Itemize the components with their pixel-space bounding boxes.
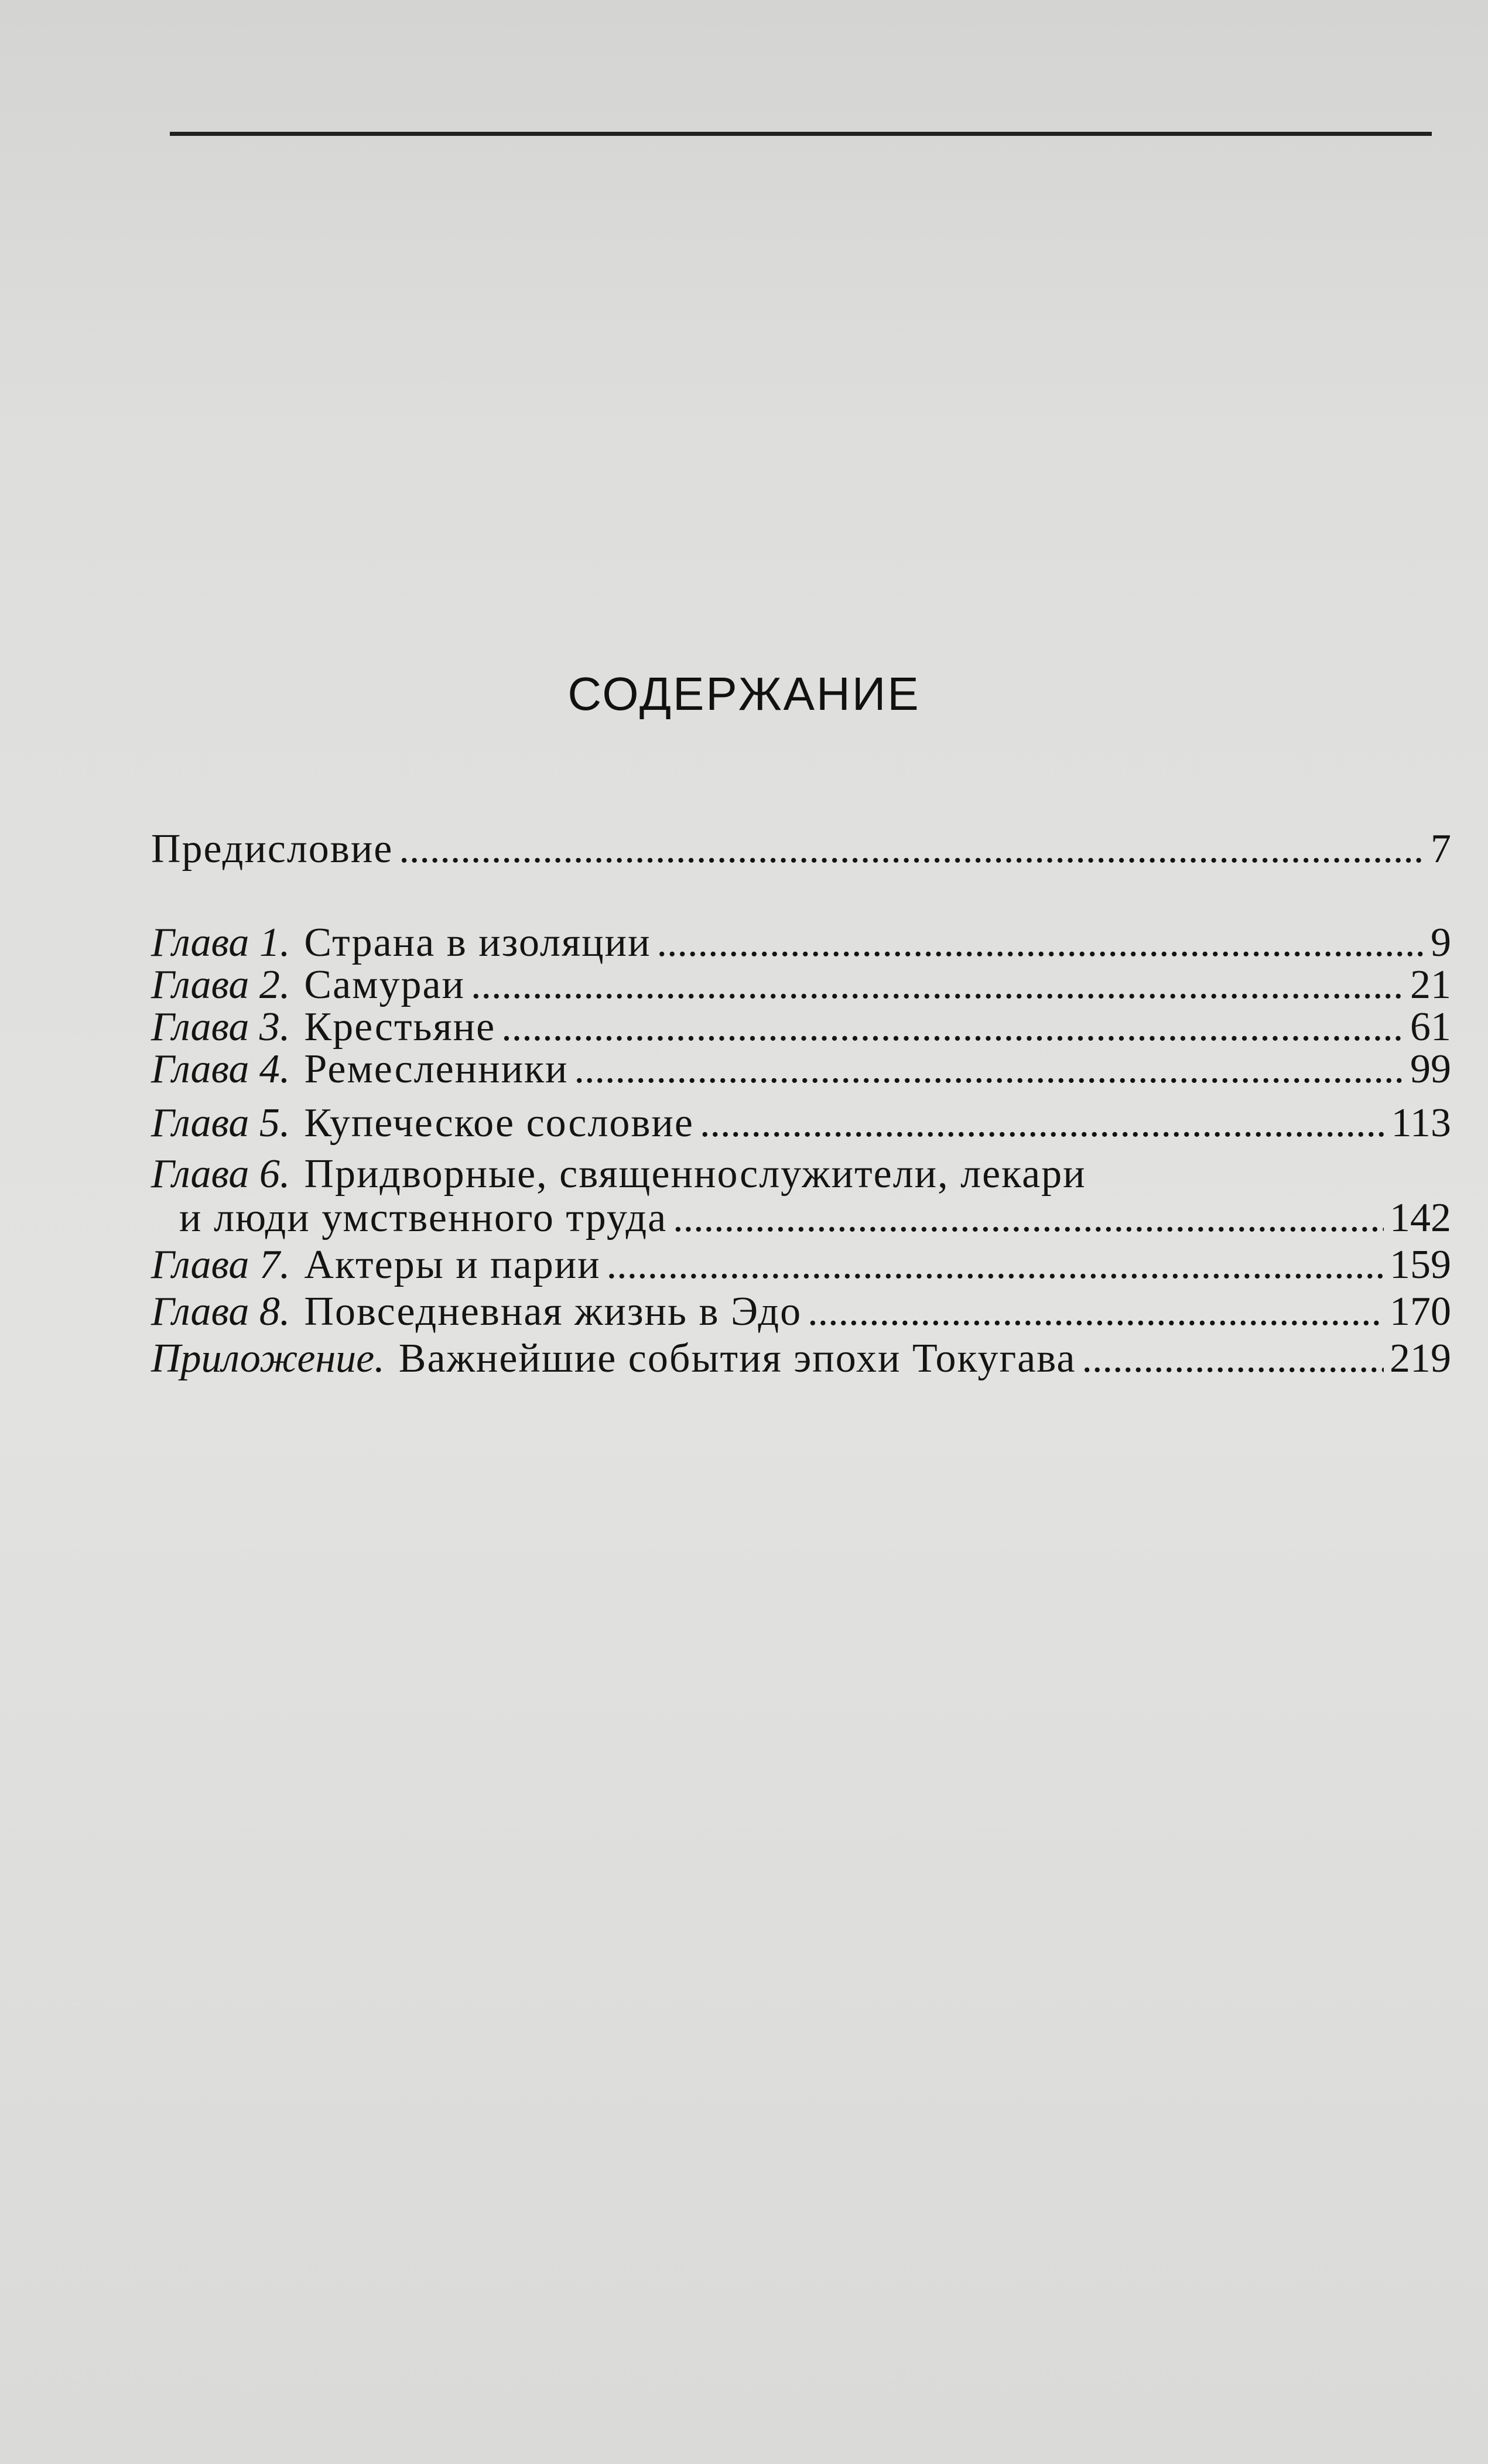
- toc-entry-chapter-8: [151, 1289, 1451, 1335]
- dot-leader: [657, 920, 1425, 966]
- toc-entry-chapter-2: [151, 962, 1451, 1009]
- dot-leader: [700, 1100, 1386, 1147]
- toc-entry-page: 61: [1410, 1004, 1451, 1050]
- toc-entry-chapter-7: [151, 1242, 1451, 1289]
- header-rule: [170, 132, 1432, 136]
- toc-entry-page: 99: [1410, 1047, 1451, 1092]
- toc-entry-page: 170: [1390, 1289, 1451, 1334]
- toc-entry-label: Глава 4.: [151, 1047, 290, 1092]
- toc-entry-title: Крестьяне: [304, 1004, 496, 1050]
- toc-entry-title-cont: и люди умственного труда: [179, 1195, 668, 1240]
- toc-entry-label: Глава 6.: [151, 1151, 290, 1197]
- toc-entry-appendix: [151, 1335, 1451, 1382]
- toc-entry-chapter-4: [151, 1046, 1451, 1093]
- toc-entry-chapter-6-cont: [151, 1195, 1451, 1242]
- toc-entry-label: Глава 7.: [151, 1242, 290, 1287]
- dot-leader: [501, 1004, 1404, 1051]
- toc-entry-page: 7: [1431, 826, 1451, 872]
- toc-entry-page: 9: [1431, 920, 1451, 965]
- toc-entry-label: Глава 5.: [151, 1101, 290, 1146]
- toc-entry-page: 159: [1390, 1242, 1451, 1287]
- dot-leader: [471, 962, 1404, 1009]
- dot-leader: [574, 1046, 1405, 1093]
- toc-entry-title: Самураи: [304, 962, 465, 1007]
- page-title: СОДЕРЖАНИЕ: [567, 668, 921, 720]
- toc-entry-label: Глава 3.: [151, 1004, 290, 1050]
- dot-leader: [808, 1289, 1384, 1335]
- toc-entry-title: Купеческое сословие: [304, 1101, 694, 1146]
- toc-entry-title: Актеры и парии: [304, 1242, 601, 1287]
- toc-entry-page: 142: [1390, 1195, 1451, 1240]
- toc-entry-label: Глава 1.: [151, 920, 290, 965]
- toc-entry-title: Страна в изоляции: [304, 920, 651, 965]
- dot-leader: [673, 1195, 1384, 1242]
- toc-entry-chapter-1: [151, 920, 1451, 966]
- toc-entry-title: Важнейшие события эпохи Токугава: [398, 1336, 1076, 1381]
- toc-entry-chapter-5: [151, 1100, 1451, 1147]
- toc-entry-label: Глава 2.: [151, 962, 290, 1007]
- toc-entry-preface: [151, 826, 1451, 873]
- toc-entry-title: Придворные, священнослужители, лекари: [304, 1151, 1086, 1197]
- dot-leader: [607, 1242, 1384, 1289]
- toc-entry-chapter-6: [151, 1151, 1451, 1198]
- toc-entry-page: 113: [1391, 1101, 1451, 1146]
- toc-entry-title: Предисловие: [151, 826, 394, 872]
- toc-entry-chapter-3: [151, 1004, 1451, 1051]
- toc-entry-page: 21: [1410, 962, 1451, 1007]
- toc-entry-label: Приложение.: [151, 1336, 385, 1381]
- toc-entry-title: Повседневная жизнь в Эдо: [304, 1289, 802, 1334]
- toc-entry-label: Глава 8.: [151, 1289, 290, 1334]
- dot-leader: [399, 826, 1425, 873]
- dot-leader: [1082, 1335, 1384, 1382]
- toc-entry-title: Ремесленники: [304, 1047, 569, 1092]
- toc-entry-page: 219: [1390, 1336, 1451, 1381]
